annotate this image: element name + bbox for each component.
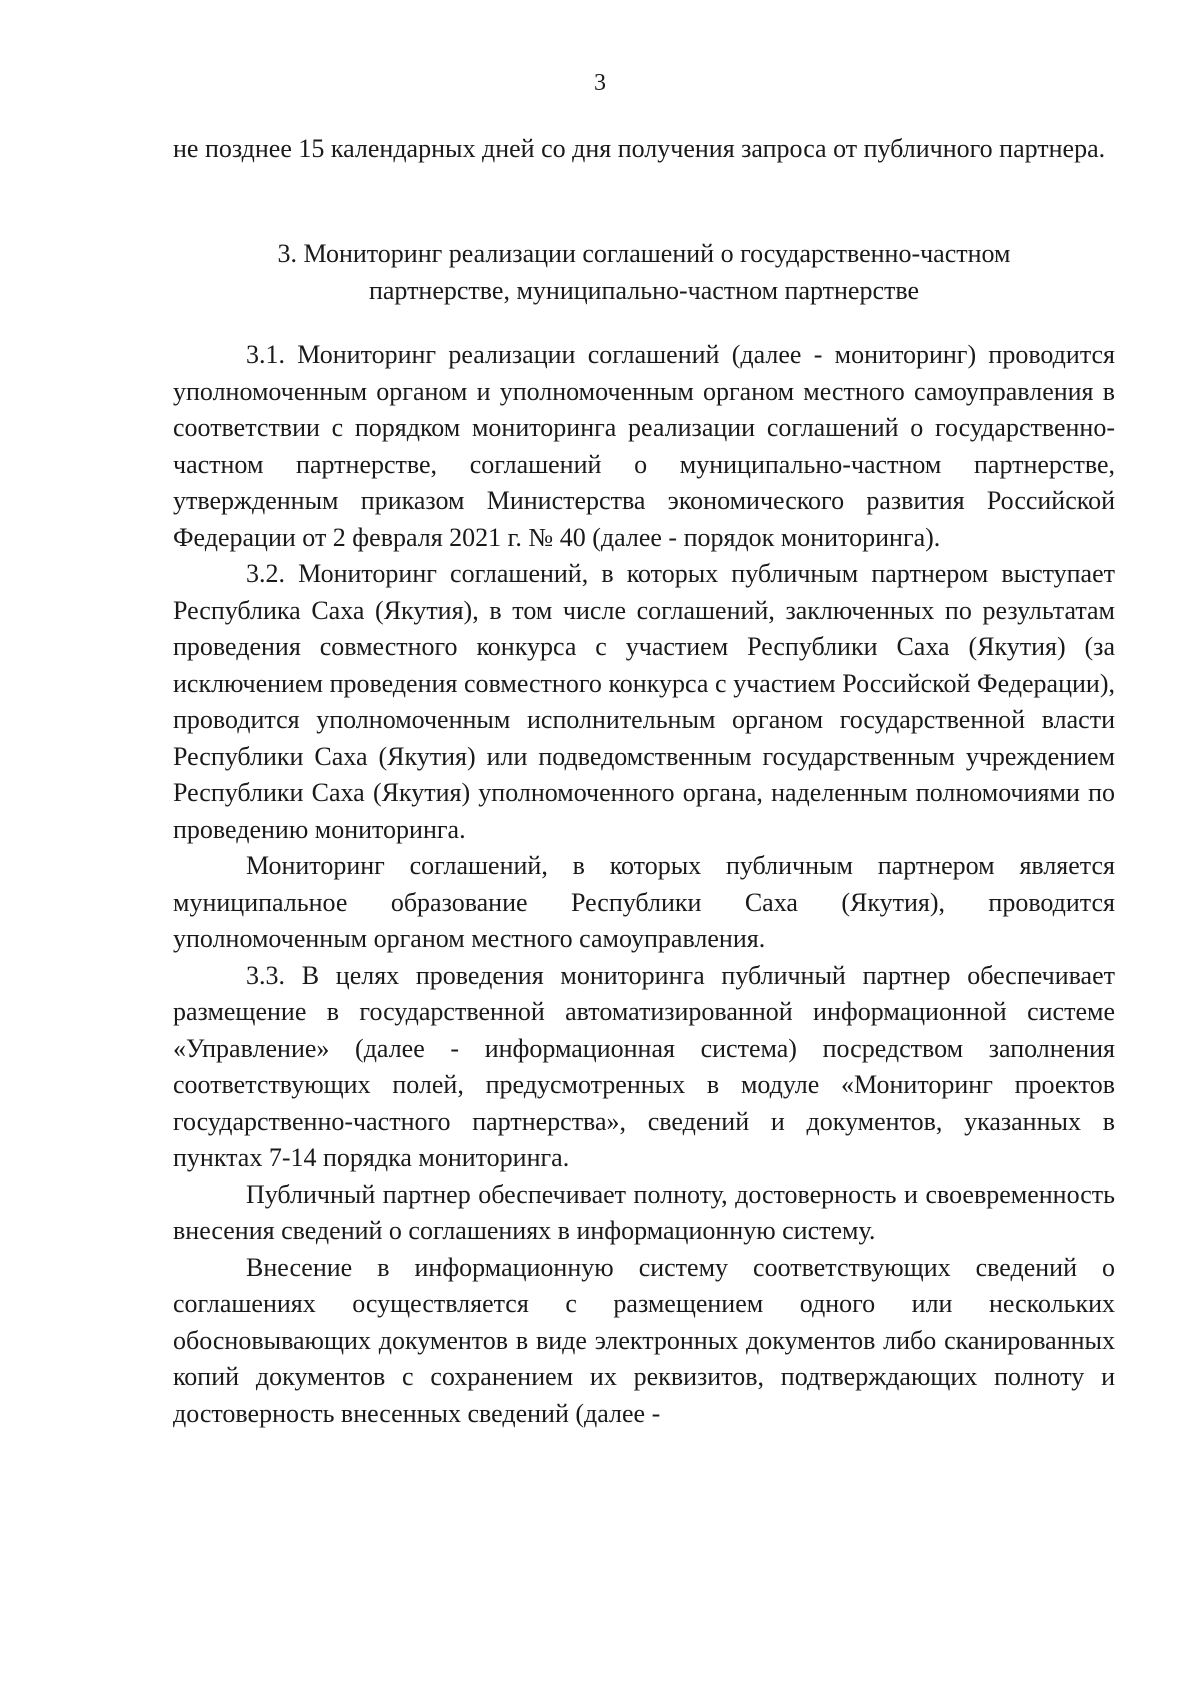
paragraph-3-3: 3.3. В целях проведения мониторинга публичный партнер обеспечивает размещение в государственной автоматизированной информационной системе «Управление» (далее - информационная система) посредством заполнения соответствующих полей, предусмотренных в модуле «Мониторинг проектов государственно-частного партнерства», сведений и документов, указанных в пунктах 7-14 порядка мониторинга.	[173, 960, 1115, 1172]
paragraph-3-2: 3.2. Мониторинг соглашений, в которых публичным партнером выступает Республика Саха (Якутия), в том числе соглашений, заключенных по результатам проведения совместного конкурса с участием Республики Саха (Якутия) (за исключением проведения совместного конкурса с участием Российской Федерации), проводится уполномоченным исполнительным органом государственной власти Республики Саха (Якутия) или подведомственным государственным учреждением Республики Саха (Якутия) уполномоченного органа, наделенным полномочиями по проведению мониторинга.	[173, 559, 1115, 844]
paragraph-3-1: 3.1. Мониторинг реализации соглашений (далее - мониторинг) проводится уполномоченным органом и уполномоченным органом местного самоуправления в соответствии с порядком мониторинга реализации соглашений о государственно-частном партнерстве, соглашений о муниципально-частном партнерстве, утвержденным приказом Министерства экономического развития Российской Федерации от 2 февраля 2021 г. № 40 (далее - порядок мониторинга).	[173, 340, 1115, 552]
section-heading-line-1: 3. Мониторинг реализации соглашений о государственно-частном	[277, 239, 1011, 268]
paragraph-public-partner-duties: Публичный партнер обеспечивает полноту, достоверность и своевременность внесения сведений о соглашениях в информационную систему.	[173, 1179, 1115, 1245]
intro-paragraph: не позднее 15 календарных дней со дня получения запроса от публичного партнера.	[173, 134, 1106, 163]
paragraph-municipal-monitoring: Мониторинг соглашений, в которых публичным партнером является муниципальное образование Республики Саха (Якутия), проводится уполномоченным органом местного самоуправления.	[173, 851, 1115, 953]
section-heading	[173, 236, 1115, 309]
body-text	[173, 337, 1115, 1432]
paragraph-document-submission: Внесение в информационную систему соответствующих сведений о соглашениях осуществляется с размещением одного или нескольких обосновывающих документов в виде электронных документов либо сканированных копий документов с сохранением их реквизитов, подтверждающих полноту и достоверность внесенных сведений (далее -	[173, 1252, 1115, 1428]
intro-block	[173, 131, 1115, 168]
page-number: 3	[594, 70, 606, 96]
section-heading-line-2: партнерстве, муниципально-частном партнерстве	[368, 275, 920, 305]
